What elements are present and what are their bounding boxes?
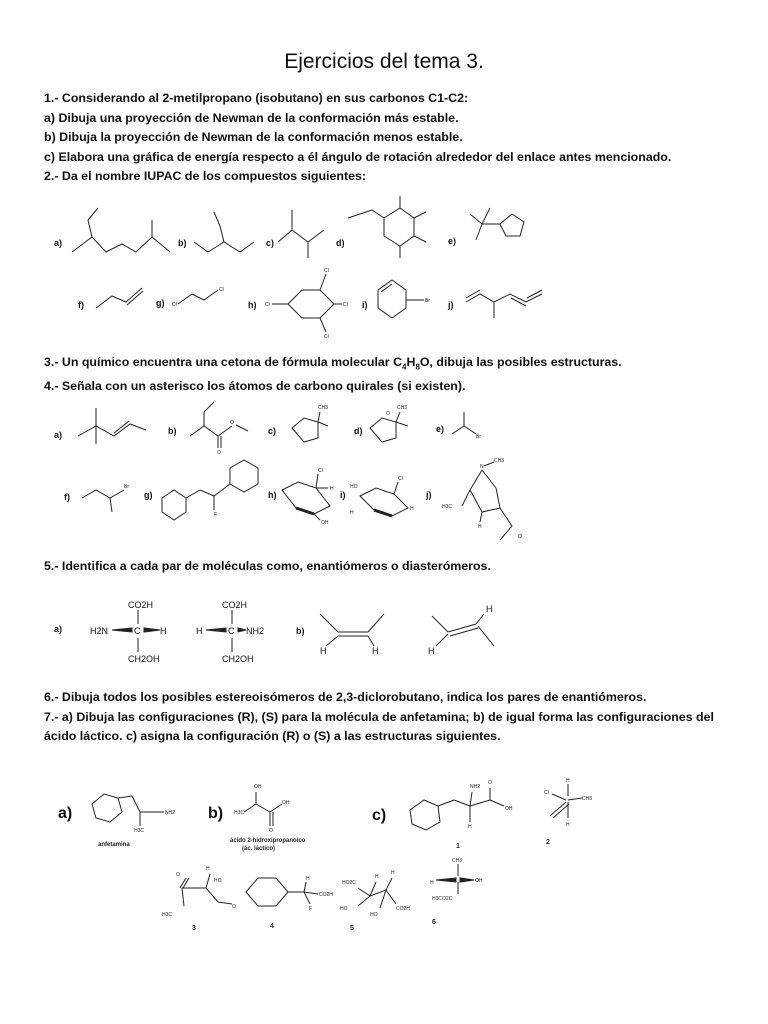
structure-number-4: 4 — [270, 923, 274, 930]
q4-molecule-g-ring1 — [162, 490, 186, 520]
svg-text:H: H — [306, 876, 310, 882]
q2-structures — [0, 190, 768, 340]
svg-text:CO2H: CO2H — [222, 600, 248, 610]
svg-text:HO: HO — [350, 484, 358, 490]
question-1b: b) Dibuja la proyección de Newman de la conformación menos estable. — [44, 130, 463, 144]
svg-text:Cl: Cl — [343, 302, 348, 308]
svg-text:Cl: Cl — [544, 790, 549, 796]
q5-label-a: a) — [54, 624, 63, 634]
q2-molecule-i-ring — [378, 280, 406, 318]
svg-text:OH: OH — [282, 800, 290, 806]
structure-4-ring — [246, 878, 288, 906]
q4-molecule-j — [470, 470, 512, 540]
q4-molecule-f — [82, 490, 124, 498]
svg-text:H: H — [320, 646, 327, 656]
svg-text:H: H — [468, 824, 472, 830]
svg-text:H3C: H3C — [162, 912, 173, 918]
svg-text:CH2OH: CH2OH — [128, 654, 160, 664]
q7-figure — [0, 770, 768, 960]
svg-text:N: N — [480, 464, 484, 470]
svg-text:O: O — [269, 828, 273, 834]
q7-label-b: b) — [208, 805, 224, 822]
q4-label-a: a) — [54, 430, 63, 440]
lactic-label-1: ácido 2-hidroxipropanoico — [230, 838, 306, 844]
svg-text:H: H — [196, 626, 203, 636]
svg-text:HO: HO — [340, 906, 348, 912]
q4-label-d: d) — [354, 426, 363, 436]
q7-label-c: c) — [372, 807, 387, 824]
question-6: 6.- Dibuja todos los posibles estereoisómeros de 2,3-diclorobutano, indica los pares de enantiómeros. — [44, 690, 647, 704]
svg-text:NH2: NH2 — [470, 784, 481, 790]
svg-text:CH3: CH3 — [397, 405, 408, 411]
q2-label-c: c) — [266, 238, 275, 248]
q2-molecule-a — [72, 237, 170, 252]
q2-label-a: a) — [54, 238, 63, 248]
q4-molecule-c-ring — [292, 418, 318, 442]
question-2-stem: 2.- Da el nombre IUPAC de los compuestos siguientes: — [44, 169, 366, 183]
svg-text:H3C: H3C — [134, 828, 145, 834]
svg-text:Cl: Cl — [265, 302, 270, 308]
question-3: 3.- Un químico encuentra una cetona de fórmula molecular $C_4H_8O$, dibuja las posibles estructuras. — [44, 355, 622, 372]
svg-text:O: O — [488, 780, 492, 786]
svg-text:CO2H: CO2H — [128, 600, 154, 610]
svg-text:C: C — [134, 626, 141, 636]
svg-text:Cl: Cl — [219, 287, 224, 293]
svg-text:H: H — [430, 880, 434, 886]
svg-text:H: H — [160, 626, 167, 636]
q2-label-f: f) — [78, 300, 84, 310]
svg-text:OH: OH — [475, 878, 483, 884]
q2-label-i: i) — [362, 300, 368, 310]
q2-molecule-g — [178, 290, 218, 304]
q4-molecule-g-ring2 — [230, 460, 258, 492]
q4-molecule-b — [190, 426, 232, 436]
q4-label-b: b) — [168, 426, 177, 436]
structure-number-5: 5 — [350, 925, 354, 932]
structure-number-2: 2 — [546, 839, 550, 846]
svg-text:O: O — [176, 872, 180, 878]
anfetamina-label: anfetamina — [98, 842, 130, 848]
q2-label-h: h) — [248, 300, 257, 310]
svg-text:OH: OH — [254, 784, 262, 790]
svg-text:Cl: Cl — [324, 334, 329, 340]
svg-text:F: F — [309, 906, 313, 912]
question-4: 4.- Señala con un asterisco los átomos de carbono quirales (si existen). — [44, 378, 466, 393]
svg-text:H: H — [350, 510, 354, 516]
svg-text:H3CO2C: H3CO2C — [432, 896, 453, 902]
svg-text:Cl: Cl — [318, 468, 323, 474]
q4-label-e: e) — [436, 424, 445, 434]
svg-text:O: O — [518, 534, 522, 540]
svg-text:H: H — [330, 486, 334, 492]
anfetamina-ring — [92, 794, 122, 822]
svg-text:H: H — [566, 822, 570, 828]
question-1c: c) Elabora una gráfica de energía respecto a él ángulo de rotación alrededor del enlace antes mencionado. — [44, 149, 672, 164]
q2-label-b: b) — [178, 238, 187, 248]
svg-text:CH2OH: CH2OH — [222, 654, 254, 664]
svg-text:Cl: Cl — [172, 302, 177, 308]
q4-label-i: i) — [340, 490, 346, 500]
structure-number-1: 1 — [456, 843, 460, 850]
svg-text:CH3: CH3 — [318, 405, 329, 411]
svg-text:O: O — [217, 450, 221, 456]
q2-molecule-d-ring — [384, 208, 414, 246]
structure-number-6: 6 — [432, 919, 436, 926]
svg-text:CO2H: CO2H — [396, 906, 410, 912]
q5-structures — [0, 594, 768, 674]
c1-ring — [410, 800, 440, 830]
q4-molecule-d-ring — [370, 418, 396, 442]
svg-text:OH: OH — [321, 520, 329, 526]
svg-text:HO2C: HO2C — [342, 880, 356, 886]
question-1-stem: 1.- Considerando al 2-metilpropano (isobutano) en sus carbonos C1-C2: — [44, 91, 469, 105]
svg-text:HO: HO — [214, 878, 222, 884]
q2-label-d: d) — [336, 238, 345, 248]
question-5: 5.- Identifica a cada par de moléculas como, enantiómeros o diasterómeros. — [44, 559, 491, 573]
q4-molecule-a — [78, 424, 146, 436]
q4-label-h: h) — [268, 490, 277, 500]
svg-text:H: H — [566, 778, 570, 784]
question-7: 7.- a) Dibuja las configuraciones (R), (S) para la molécula de anfetamina; b) de igual forma las configuraciones del ácido láctico. c) asigna la configuración (R) o (S) a las estructuras siguientes. — [44, 709, 714, 743]
svg-text:H: H — [428, 646, 435, 656]
svg-text:Br: Br — [124, 484, 129, 490]
q4-label-f: f) — [64, 492, 70, 502]
q5-label-b: b) — [296, 626, 305, 636]
svg-text:O: O — [232, 904, 236, 910]
q4-label-g: g) — [144, 490, 153, 500]
lactic-label-2: (ác. láctico) — [242, 846, 276, 852]
svg-text:NH2: NH2 — [246, 626, 265, 636]
q2-molecule-b — [194, 242, 254, 252]
svg-text:H: H — [372, 646, 379, 656]
question-3-4-block — [44, 353, 734, 396]
svg-text:H: H — [410, 506, 414, 512]
svg-text:CH3: CH3 — [452, 858, 463, 864]
q4-label-c: c) — [268, 426, 277, 436]
svg-text:H3C: H3C — [442, 504, 453, 510]
svg-text:H: H — [206, 866, 210, 872]
question-5-block — [44, 557, 734, 577]
svg-text:C: C — [228, 626, 235, 636]
q7-label-a: a) — [58, 805, 73, 822]
q2-label-j: j) — [448, 300, 454, 310]
svg-text:CO2H: CO2H — [319, 892, 333, 898]
svg-text:H: H — [486, 604, 493, 614]
q2-molecule-j — [466, 294, 542, 302]
question-1-block — [44, 89, 734, 187]
q4-molecule-e — [452, 426, 476, 434]
question-1a: a) Dibuja una proyección de Newman de la conformación más estable. — [44, 110, 459, 125]
svg-text:H2N: H2N — [90, 626, 109, 636]
svg-text:HO: HO — [370, 912, 378, 918]
q4-label-j: j) — [426, 490, 432, 500]
svg-text:Cl: Cl — [324, 268, 329, 274]
svg-text:O: O — [386, 411, 390, 417]
svg-text:H: H — [375, 874, 379, 880]
svg-text:OH: OH — [505, 806, 513, 812]
q2-molecule-c — [278, 230, 324, 242]
svg-text:H: H — [391, 870, 395, 876]
svg-text:CH3: CH3 — [494, 458, 505, 464]
svg-text:F: F — [214, 512, 218, 518]
svg-text:O: O — [230, 420, 234, 426]
svg-text:NH2: NH2 — [165, 810, 176, 816]
page-title: Ejercicios del tema 3. — [284, 50, 484, 73]
q2-label-e: e) — [448, 236, 457, 246]
svg-text:Br: Br — [425, 298, 430, 304]
svg-text:Cl: Cl — [398, 476, 403, 482]
svg-text:Br: Br — [476, 434, 481, 440]
q4-molecule-h-chair — [282, 482, 330, 514]
svg-text:H: H — [478, 524, 482, 530]
q2-label-g: g) — [156, 298, 165, 308]
svg-text:CH3: CH3 — [582, 796, 593, 802]
q2-molecule-e-ring — [500, 214, 524, 236]
q4-structures — [0, 398, 768, 548]
question-6-7-block — [44, 688, 734, 747]
svg-text:H3C: H3C — [234, 810, 245, 816]
structure-number-3: 3 — [192, 925, 196, 932]
q2-molecule-h-ring — [288, 290, 334, 318]
